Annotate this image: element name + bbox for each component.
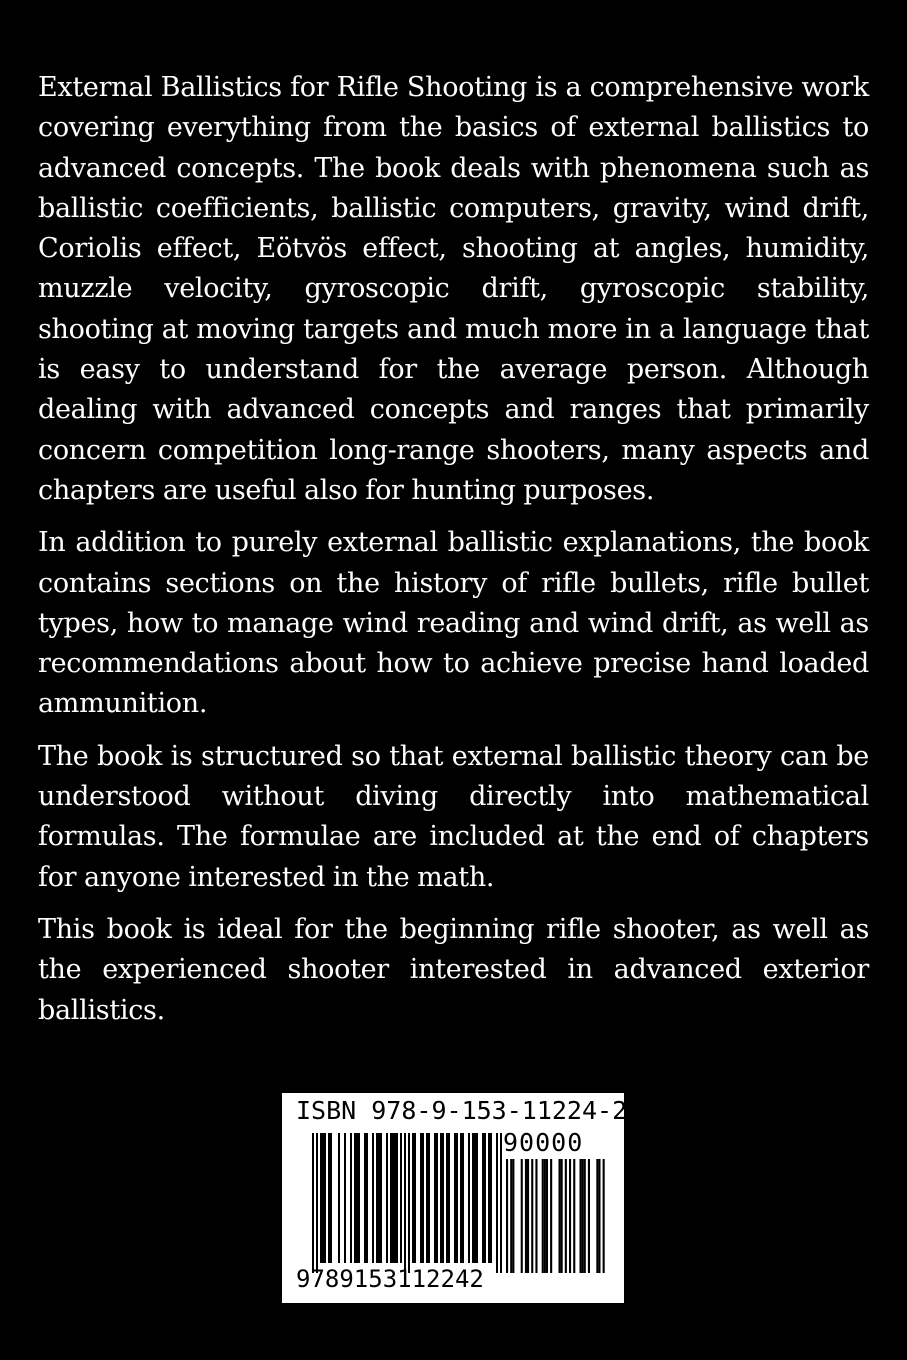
barcode-bar: [364, 1133, 366, 1263]
addon-bars: [506, 1159, 605, 1273]
barcode-bar: [474, 1133, 476, 1263]
barcode-bar: [468, 1133, 470, 1263]
blurb-text: [38, 68, 869, 1043]
barcode-bar: [472, 1133, 474, 1263]
addon-bar: [525, 1159, 527, 1273]
addon-bar: [531, 1159, 533, 1273]
barcode-bar: [338, 1133, 340, 1263]
addon-bar: [569, 1159, 571, 1273]
barcode-bar: [328, 1133, 330, 1263]
barcode-bar: [454, 1133, 456, 1263]
addon-bar: [510, 1159, 512, 1273]
barcode-bar: [366, 1133, 368, 1263]
addon-bar: [550, 1159, 552, 1273]
barcode-bar: [324, 1133, 326, 1263]
barcode-bar: [380, 1133, 382, 1263]
barcode-bar: [440, 1133, 442, 1263]
addon-bar: [535, 1159, 537, 1273]
barcode-bar: [448, 1133, 450, 1263]
addon-bar: [527, 1159, 529, 1273]
barcode-bar: [378, 1133, 380, 1263]
blurb-paragraph-1: External Ballistics for Rifle Shooting is a comprehensive work covering everything from the basics of external ballistics to advanced concepts. The book deals with phenomena such as ballistic coefficients, ballistic computers, gravity, wind drift, Coriolis effect, Eötvös effect, shooting at angles, humidity, muzzle velocity, gyroscopic drift, gyroscopic stability, shooting at moving targets and much more in a language that is easy to understand for the average person. Although dealing with advanced concepts and ranges that primarily concern competition long-range shooters, many aspects and chapters are useful also for hunting purposes.: [38, 72, 869, 506]
addon-bar: [521, 1159, 523, 1273]
barcode-bar: [396, 1133, 398, 1263]
addon-bar: [582, 1159, 584, 1273]
barcode-bar: [462, 1133, 464, 1263]
addon-bar: [588, 1159, 590, 1273]
barcode-bar: [394, 1133, 396, 1263]
barcode-bar: [312, 1133, 314, 1273]
isbn-barcode: [282, 1093, 628, 1303]
barcode-bar: [428, 1133, 430, 1263]
barcode-bar: [434, 1133, 436, 1263]
addon-bar: [596, 1159, 598, 1273]
barcode-bar: [496, 1133, 498, 1273]
barcode-bar: [422, 1133, 424, 1263]
isbn-label: ISBN 978-9-153-11224-2: [296, 1096, 628, 1125]
barcode-bar: [460, 1133, 462, 1263]
barcode-bar: [316, 1133, 318, 1273]
barcode-bar: [386, 1133, 388, 1263]
barcode-bar: [356, 1133, 358, 1263]
barcode-bar: [426, 1133, 428, 1263]
barcode-bar: [320, 1133, 322, 1263]
addon-bar: [603, 1159, 605, 1273]
barcode-bar: [400, 1133, 402, 1263]
addon-bar: [573, 1159, 575, 1273]
price-addon-label: 90000: [503, 1128, 584, 1157]
barcode-bar: [482, 1133, 484, 1263]
barcode-bar: [442, 1133, 444, 1263]
addon-bar: [542, 1159, 544, 1273]
barcode-bar: [404, 1133, 406, 1273]
blurb-paragraph-2: In addition to purely external ballistic explanations, the book contains sections on the history of rifle bullets, rifle bullet types, how to manage wind reading and wind drift, as well as recommendations about how to achieve precise hand loaded ammunition.: [38, 527, 869, 720]
barcode-bar: [456, 1133, 458, 1263]
barcode-bar: [408, 1133, 410, 1273]
barcode-bar: [344, 1133, 346, 1263]
barcode-bar: [446, 1133, 448, 1263]
addon-bar: [580, 1159, 582, 1273]
barcode-bar: [322, 1133, 324, 1263]
barcode-bar: [392, 1133, 394, 1263]
addon-bar: [565, 1159, 567, 1273]
barcode-bar: [330, 1133, 332, 1263]
barcode-bar: [484, 1133, 486, 1263]
addon-bar: [512, 1159, 514, 1273]
barcode-bar: [354, 1133, 356, 1263]
blurb-paragraph-3: The book is structured so that external ballistic theory can be understood without diving directly into mathematical formulas. The formulae are included at the end of chapters for anyone interested in the math.: [38, 740, 869, 893]
ean-digits: 9789153112242: [296, 1265, 484, 1293]
barcode-bar: [350, 1133, 352, 1263]
barcode-bar: [420, 1133, 422, 1263]
addon-bar: [544, 1159, 546, 1273]
addon-bar: [584, 1159, 586, 1273]
barcode-bar: [436, 1133, 438, 1263]
addon-bar: [598, 1159, 600, 1273]
blurb-paragraph-4: This book is ideal for the beginning rifle shooter, as well as the experienced shooter interested in advanced exterior ballistics.: [38, 913, 869, 1026]
barcode-bar: [488, 1133, 490, 1263]
barcode-bar: [412, 1133, 414, 1263]
barcode-bar: [414, 1133, 416, 1263]
barcode-bar: [376, 1133, 378, 1263]
barcode-bar: [390, 1133, 392, 1263]
barcode-bar: [500, 1133, 502, 1273]
barcode-bar: [358, 1133, 360, 1263]
addon-bar: [561, 1159, 563, 1273]
addon-bar: [559, 1159, 561, 1273]
addon-bar: [546, 1159, 548, 1273]
ean-bars: [312, 1133, 502, 1273]
addon-bar: [506, 1159, 508, 1273]
barcode-bar: [490, 1133, 492, 1263]
barcode-bar: [372, 1133, 374, 1263]
barcode-bar: [476, 1133, 478, 1263]
